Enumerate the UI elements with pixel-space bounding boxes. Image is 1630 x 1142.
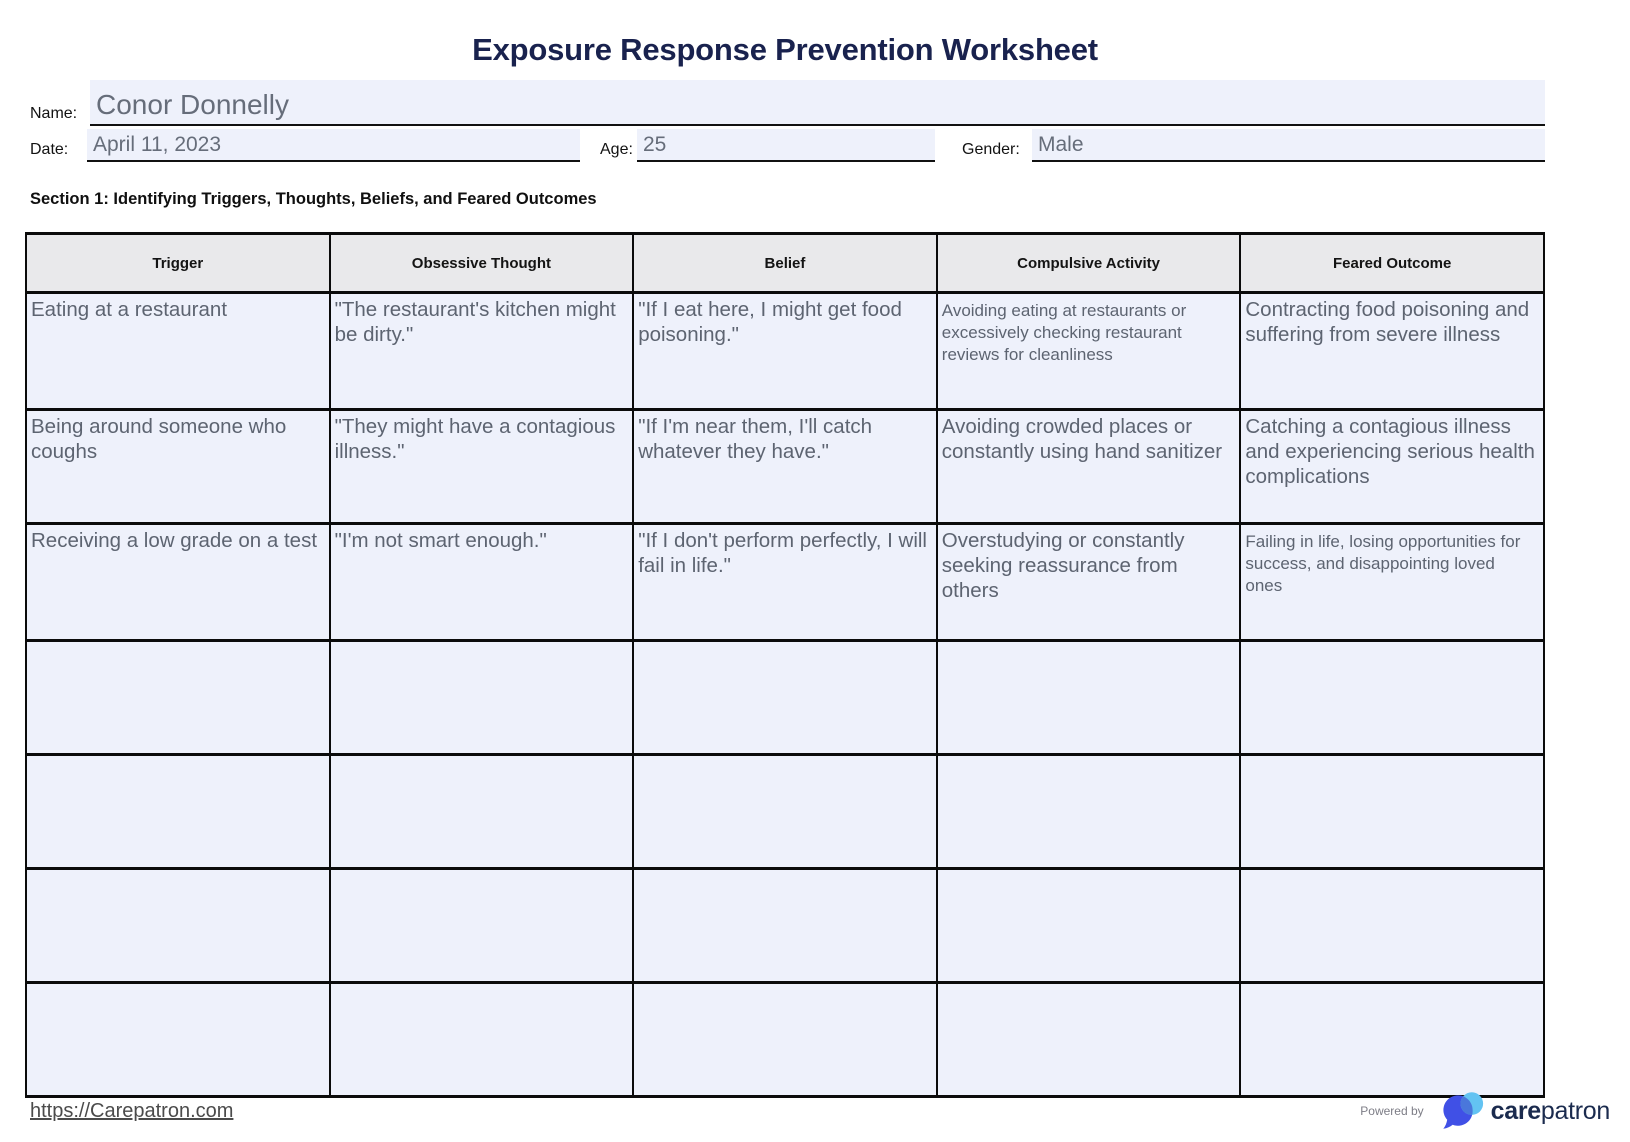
age-label: Age: — [600, 141, 633, 158]
table-row — [26, 524, 1544, 641]
cell-trigger[interactable]: Eating at a restaurant — [26, 293, 330, 410]
name-label: Name: — [30, 105, 78, 122]
cell-feared-outcome[interactable]: Catching a contagious illness and experiencing serious health complications — [1240, 410, 1544, 524]
cell-trigger[interactable]: Being around someone who coughs — [26, 410, 330, 524]
powered-by-label: Powered by — [1360, 1104, 1424, 1118]
cell-feared-outcome[interactable] — [1240, 755, 1544, 869]
cell-feared-outcome[interactable]: Failing in life, losing opportunities for success, and disappointing loved ones — [1240, 524, 1544, 641]
table-row — [26, 410, 1544, 524]
cell-compulsive-activity[interactable]: Overstudying or constantly seeking reassurance from others — [937, 524, 1241, 641]
cell-obsessive-thought[interactable]: "They might have a contagious illness." — [330, 410, 634, 524]
name-input[interactable] — [90, 80, 1545, 126]
cell-trigger[interactable] — [26, 755, 330, 869]
cell-belief[interactable] — [633, 641, 937, 755]
table-row — [26, 641, 1544, 755]
cell-belief[interactable] — [633, 755, 937, 869]
page-title: Exposure Response Prevention Worksheet — [472, 32, 1098, 67]
cell-belief[interactable]: "If I don't perform perfectly, I will fail in life." — [633, 524, 937, 641]
age-value: 25 — [643, 133, 667, 156]
cell-feared-outcome[interactable] — [1240, 983, 1544, 1097]
cell-belief[interactable]: "If I eat here, I might get food poisoning." — [633, 293, 937, 410]
cell-feared-outcome[interactable]: Contracting food poisoning and suffering from severe illness — [1240, 293, 1544, 410]
cell-obsessive-thought[interactable]: "I'm not smart enough." — [330, 524, 634, 641]
table-row — [26, 293, 1544, 410]
gender-input[interactable] — [1032, 129, 1545, 162]
cell-obsessive-thought[interactable] — [330, 869, 634, 983]
column-header-trigger: Trigger — [26, 234, 330, 293]
cell-compulsive-activity[interactable] — [937, 755, 1241, 869]
cell-feared-outcome[interactable] — [1240, 641, 1544, 755]
cell-belief[interactable]: "If I'm near them, I'll catch whatever they have." — [633, 410, 937, 524]
age-input[interactable] — [637, 129, 935, 162]
cell-obsessive-thought[interactable] — [330, 641, 634, 755]
cell-obsessive-thought[interactable] — [330, 755, 634, 869]
branding — [1360, 1090, 1610, 1132]
column-header-compulsive-activity: Compulsive Activity — [937, 234, 1241, 293]
cell-belief[interactable] — [633, 869, 937, 983]
table-row — [26, 755, 1544, 869]
name-value: Conor Donnelly — [96, 89, 289, 120]
table-header-row — [26, 234, 1544, 293]
table-row — [26, 869, 1544, 983]
date-label: Date: — [30, 141, 69, 158]
cell-obsessive-thought[interactable]: "The restaurant's kitchen might be dirty." — [330, 293, 634, 410]
carepatron-logo-icon — [1439, 1090, 1487, 1132]
cell-compulsive-activity[interactable]: Avoiding crowded places or constantly using hand sanitizer — [937, 410, 1241, 524]
table-row — [26, 983, 1544, 1097]
column-header-belief: Belief — [633, 234, 937, 293]
cell-trigger[interactable] — [26, 641, 330, 755]
cell-obsessive-thought[interactable] — [330, 983, 634, 1097]
carepatron-wordmark: carepatron — [1490, 1096, 1610, 1125]
cell-feared-outcome[interactable] — [1240, 869, 1544, 983]
cell-compulsive-activity[interactable] — [937, 641, 1241, 755]
date-value: April 11, 2023 — [93, 133, 222, 156]
cell-compulsive-activity[interactable] — [937, 869, 1241, 983]
name-field-row — [25, 80, 1545, 126]
section-1-heading: Section 1: Identifying Triggers, Thoughts, Beliefs, and Feared Outcomes — [30, 190, 597, 208]
column-header-obsessive-thought: Obsessive Thought — [330, 234, 634, 293]
cell-trigger[interactable] — [26, 869, 330, 983]
gender-value: Male — [1038, 133, 1084, 156]
date-input[interactable] — [87, 129, 580, 162]
column-header-feared-outcome: Feared Outcome — [1240, 234, 1544, 293]
cell-trigger[interactable] — [26, 983, 330, 1097]
cell-belief[interactable] — [633, 983, 937, 1097]
gender-label: Gender: — [962, 141, 1020, 158]
carepatron-link[interactable]: https://Carepatron.com — [30, 1099, 234, 1122]
cell-compulsive-activity[interactable]: Avoiding eating at restaurants or excessively checking restaurant reviews for cleanliness — [937, 293, 1241, 410]
erp-table — [25, 232, 1545, 1098]
cell-trigger[interactable]: Receiving a low grade on a test — [26, 524, 330, 641]
date-age-gender-row — [25, 129, 1545, 162]
cell-compulsive-activity[interactable] — [937, 983, 1241, 1097]
footer — [30, 1088, 1610, 1134]
